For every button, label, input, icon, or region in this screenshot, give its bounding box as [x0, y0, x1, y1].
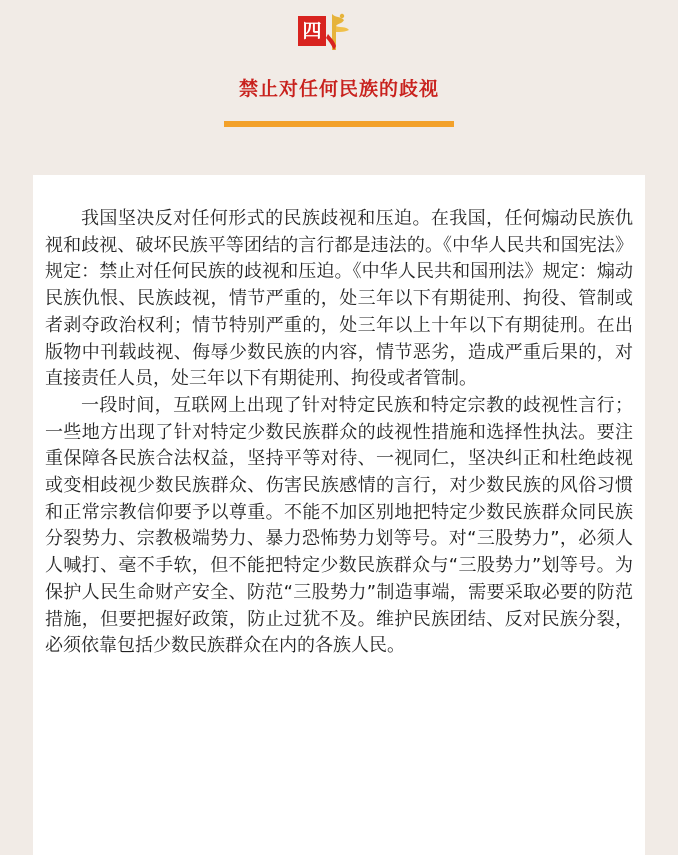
article-body [45, 206, 633, 660]
title-underline-bar [224, 121, 454, 127]
red-gold-flag-decoration-icon [322, 10, 354, 54]
paragraph: 我国坚决反对任何形式的民族歧视和压迫。在我国，任何煽动民族仇视和歧视、破坏民族平等团结的言行都是违法的。《中华人民共和国宪法》规定：禁止对任何民族的歧视和压迫。《中华人民共和国刑法》规定：煽动民族仇恨、民族歧视，情节严重的，处三年以下有期徒刑、拘役、管制或者剥夺政治权利；情节特别严重的，处三年以上十年以下有期徒刑。在出版物中刊载歧视、侮辱少数民族的内容，情节恶劣，造成严重后果的，对直接责任人员，处三年以下有期徒刑、拘役或者管制。 [45, 208, 633, 390]
paragraph: 一段时间，互联网上出现了针对特定民族和特定宗教的歧视性言行；一些地方出现了针对特定少数民族群众的歧视性措施和选择性执法。要注重保障各民族合法权益，坚持平等对待、一视同仁，坚决纠正和杜绝歧视或变相歧视少数民族群众、伤害民族感情的言行，对少数民族的风俗习惯和正常宗教信仰要予以尊重。不能不加区别地把特定少数民族群众同民族分裂势力、宗教极端势力、暴力恐怖势力划等号。对“三股势力”，必须人人喊打、毫不手软，但不能把特定少数民族群众与“三股势力”划等号。为保护人民生命财产安全、防范“三股势力”制造事端，需要采取必要的防范措施，但要把握好政策，防止过犹不及。维护民族团结、反对民族分裂，必须依靠包括少数民族群众在内的各族人民。 [45, 394, 633, 657]
page-title: 禁止对任何民族的歧视 [238, 78, 439, 100]
section-number: 四 [298, 16, 326, 46]
section-number-badge [296, 10, 356, 54]
